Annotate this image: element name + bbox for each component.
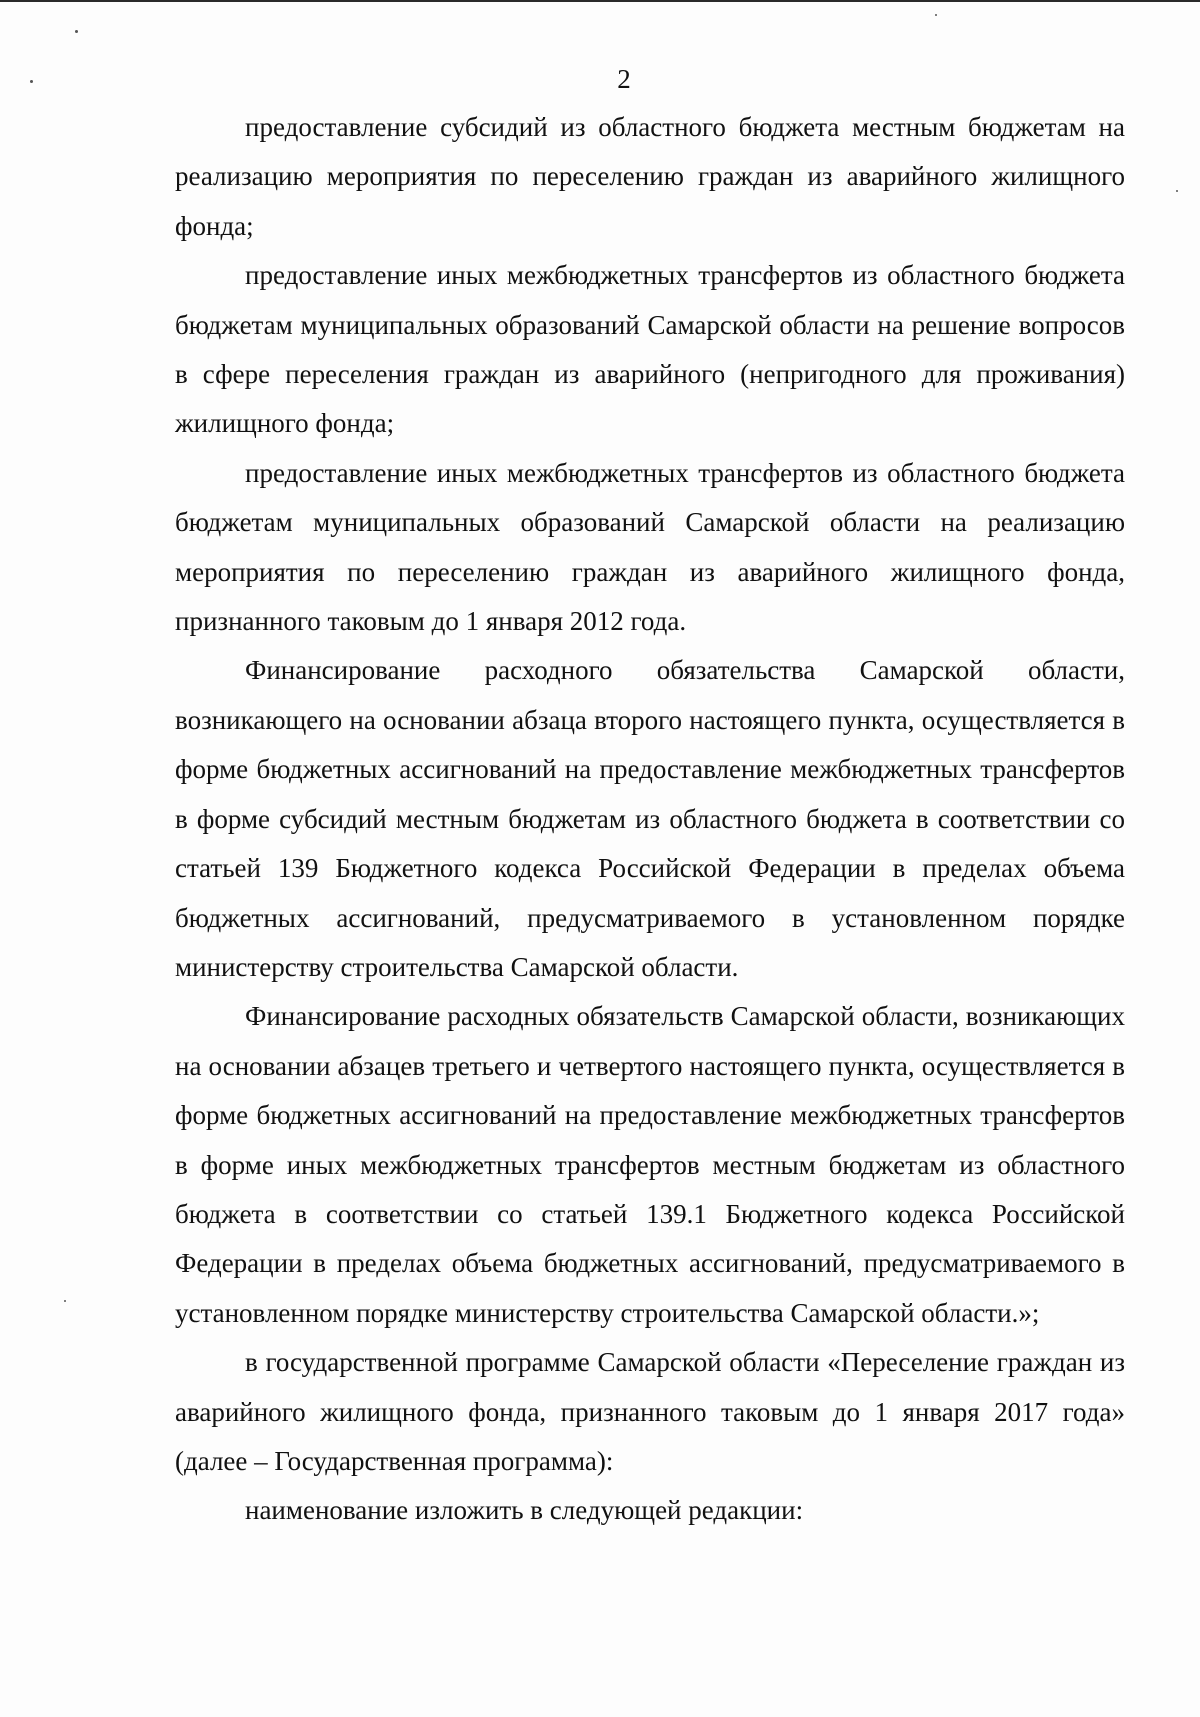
scan-speck (64, 1300, 66, 1302)
scan-speck (1176, 190, 1178, 192)
paragraph-transfers-2012: предоставление иных межбюджетных трансфертов из областного бюджета бюджетам муниципальных образований Самарской области на реализацию мероприятия по переселению граждан из аварийного жилищного фонда, признанного таковым до 1 января 2012 года. (175, 457, 1125, 637)
paragraph-title-edit: наименование изложить в следующей редакции: (245, 1495, 804, 1526)
document-body (175, 103, 1125, 1536)
page-number: 2 (617, 64, 631, 94)
scan-speck (75, 30, 78, 33)
paragraph-transfers-resettlement: предоставление иных межбюджетных трансфертов из областного бюджета бюджетам муниципальных образований Самарской области на решение вопросов в сфере переселения граждан из аварийного (непригодного для проживания) жилищного фонда; (175, 260, 1125, 439)
paragraph-financing-subsidies: Финансирование расходного обязательства Самарской области, возникающего на основании абзаца второго настоящего пункта, осуществляется в форме бюджетных ассигнований на предоставление межбюджетных трансфертов в форме субсидий местным бюджетам из областного бюджета в соответствии со статьей 139 Бюджетного кодекса Российской Федерации в пределах объема бюджетных ассигнований, предусматриваемого в установленном порядке министерству строительства Самарской области. (175, 655, 1125, 982)
paragraph-subsidies: предоставление субсидий из областного бюджета местным бюджетам на реализацию мероприятия по переселению граждан из аварийного жилищного фонда; (175, 112, 1125, 241)
paragraph-financing-transfers: Финансирование расходных обязательств Самарской области, возникающих на основании абзацев третьего и четвертого настоящего пункта, осуществляется в форме бюджетных ассигнований на предоставление межбюджетных трансфертов в форме иных межбюджетных трансфертов местным бюджетам из областного бюджета в соответствии со статьей 139.1 Бюджетного кодекса Российской Федерации в пределах объема бюджетных ассигнований, предусматриваемого в установленном порядке министерству строительства Самарской области.»; (175, 1001, 1125, 1328)
paragraph-state-program: в государственной программе Самарской области «Переселение граждан из аварийного жилищного фонда, признанного таковым до 1 января 2017 года» (далее – Государственная программа): (175, 1347, 1125, 1476)
scan-speck (935, 14, 937, 16)
scan-top-edge (0, 0, 1200, 2)
